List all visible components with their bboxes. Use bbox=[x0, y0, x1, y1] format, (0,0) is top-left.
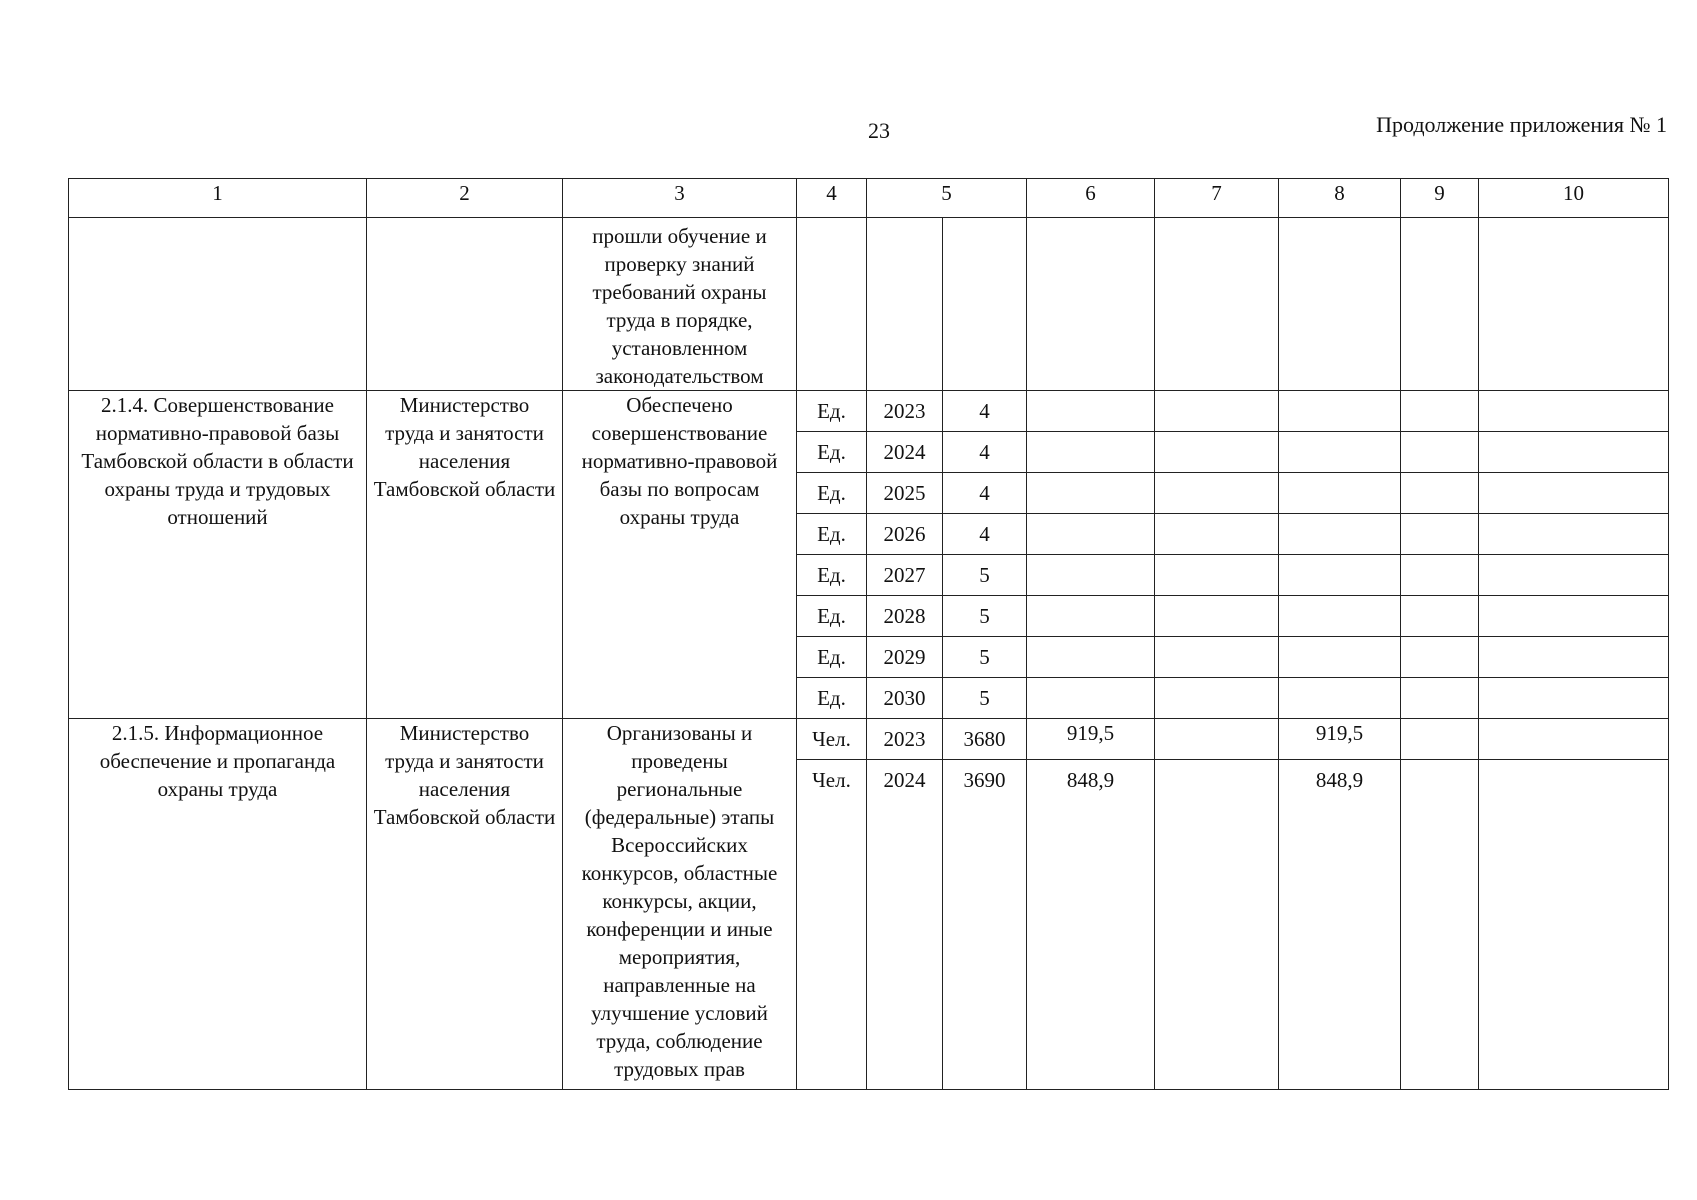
year: 2026 bbox=[867, 514, 943, 555]
year: 2027 bbox=[867, 555, 943, 596]
page-number: 23 bbox=[868, 118, 890, 143]
header-col-4: 4 bbox=[797, 179, 867, 218]
col8-value: 919,5 bbox=[1279, 719, 1401, 760]
header-row bbox=[69, 179, 1669, 218]
unit: Ед. bbox=[797, 514, 867, 555]
header-col-5: 5 bbox=[867, 179, 1027, 218]
header-col-7: 7 bbox=[1155, 179, 1279, 218]
table-row bbox=[69, 719, 1669, 760]
value: 3680 bbox=[943, 719, 1027, 760]
executor: Министерство труда и занятости населения Тамбовской области bbox=[367, 391, 563, 719]
year: 2028 bbox=[867, 596, 943, 637]
year: 2024 bbox=[867, 760, 943, 1090]
header-col-9: 9 bbox=[1401, 179, 1479, 218]
col6-value: 919,5 bbox=[1027, 719, 1155, 760]
continued-result-text: прошли обучение и проверку знаний требований охраны труда в порядке, установленном законодательством bbox=[563, 218, 797, 391]
unit: Чел. bbox=[797, 719, 867, 760]
header-col-3: 3 bbox=[563, 179, 797, 218]
unit: Чел. bbox=[797, 760, 867, 1090]
value: 5 bbox=[943, 596, 1027, 637]
year: 2023 bbox=[867, 719, 943, 760]
unit: Ед. bbox=[797, 473, 867, 514]
header-col-8: 8 bbox=[1279, 179, 1401, 218]
result: Обеспечено совершенствование нормативно-правовой базы по вопросам охраны труда bbox=[563, 391, 797, 719]
header-col-10: 10 bbox=[1479, 179, 1669, 218]
value: 5 bbox=[943, 637, 1027, 678]
value: 3690 bbox=[943, 760, 1027, 1090]
year: 2023 bbox=[867, 391, 943, 432]
measure-name: 2.1.4. Совершенствование нормативно-правовой базы Тамбовской области в области охраны труда и трудовых отношений bbox=[69, 391, 367, 719]
value: 4 bbox=[943, 514, 1027, 555]
executor: Министерство труда и занятости населения Тамбовской области bbox=[367, 719, 563, 1090]
header-col-2: 2 bbox=[367, 179, 563, 218]
year: 2029 bbox=[867, 637, 943, 678]
table-row bbox=[69, 391, 1669, 432]
col6-value: 848,9 bbox=[1027, 760, 1155, 1090]
appendix-continuation-label: Продолжение приложения № 1 bbox=[1376, 112, 1667, 137]
unit: Ед. bbox=[797, 391, 867, 432]
measures-table bbox=[68, 178, 1669, 1090]
table-row-continued bbox=[69, 218, 1669, 391]
value: 5 bbox=[943, 555, 1027, 596]
year: 2025 bbox=[867, 473, 943, 514]
year: 2024 bbox=[867, 432, 943, 473]
measure-name: 2.1.5. Информационное обеспечение и пропаганда охраны труда bbox=[69, 719, 367, 1090]
header-col-1: 1 bbox=[69, 179, 367, 218]
header-col-6: 6 bbox=[1027, 179, 1155, 218]
unit: Ед. bbox=[797, 432, 867, 473]
value: 5 bbox=[943, 678, 1027, 719]
unit: Ед. bbox=[797, 678, 867, 719]
unit: Ед. bbox=[797, 637, 867, 678]
value: 4 bbox=[943, 432, 1027, 473]
year: 2030 bbox=[867, 678, 943, 719]
col8-value: 848,9 bbox=[1279, 760, 1401, 1090]
result: Организованы и проведены региональные (федеральные) этапы Всероссийских конкурсов, областные конкурсы, акции, конференции и иные мероприятия, направленные на улучшение условий труда, соблюдение трудовых прав bbox=[563, 719, 797, 1090]
value: 4 bbox=[943, 473, 1027, 514]
unit: Ед. bbox=[797, 555, 867, 596]
unit: Ед. bbox=[797, 596, 867, 637]
value: 4 bbox=[943, 391, 1027, 432]
